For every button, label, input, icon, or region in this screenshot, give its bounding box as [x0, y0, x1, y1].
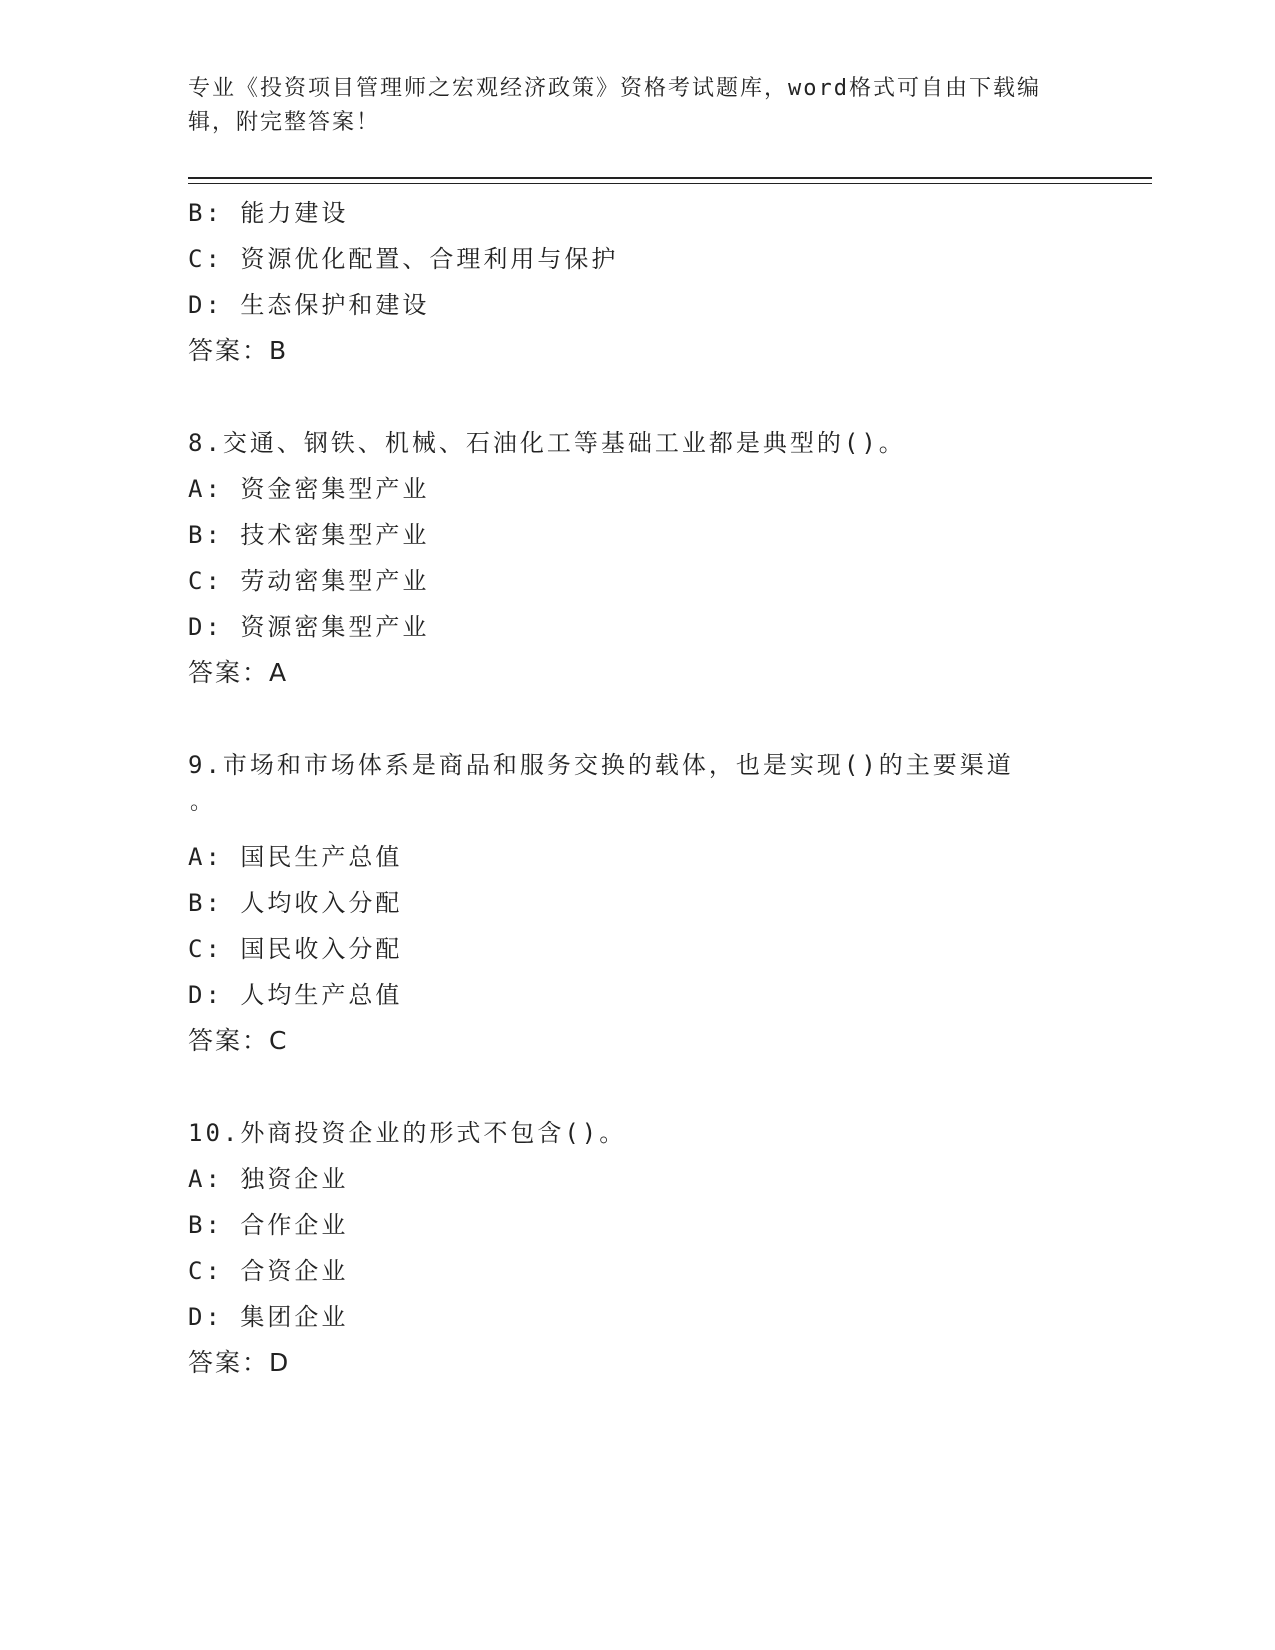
- question-stem: 10.外商投资企业的形式不包含()。: [188, 1119, 627, 1147]
- question-8: [188, 420, 1088, 696]
- answer-line: 答案：D: [188, 1348, 291, 1377]
- option-c: C: 资源优化配置、合理利用与保护: [188, 245, 619, 273]
- option-a: A: 独资企业: [188, 1165, 349, 1193]
- answer-line: 答案：B: [188, 336, 289, 365]
- question-10: [188, 1110, 1088, 1386]
- option-c: C: 劳动密集型产业: [188, 567, 430, 595]
- header-rule-thin: [188, 183, 1152, 184]
- question-gap: [188, 1064, 1088, 1110]
- option-d: D: 集团企业: [188, 1303, 349, 1331]
- option-d: D: 生态保护和建设: [188, 291, 430, 319]
- option-d: D: 人均生产总值: [188, 981, 403, 1009]
- option-b: B: 合作企业: [188, 1211, 349, 1239]
- question-gap: [188, 374, 1088, 420]
- header-rule-thick: [188, 177, 1152, 179]
- question-stem-continuation: 。: [190, 790, 216, 815]
- header-line-2: 辑，附完整答案！: [188, 110, 381, 135]
- document-header: [188, 72, 1068, 140]
- answer-line: 答案：C: [188, 1026, 289, 1055]
- question-stem: 8.交通、钢铁、机械、石油化工等基础工业都是典型的()。: [188, 429, 906, 457]
- question-stem: 9.市场和市场体系是商品和服务交换的载体，也是实现()的主要渠道: [188, 751, 1014, 779]
- option-c: C: 合资企业: [188, 1257, 349, 1285]
- option-a: A: 国民生产总值: [188, 843, 403, 871]
- question-list: [188, 190, 1088, 1386]
- header-line-1: 专业《投资项目管理师之宏观经济政策》资格考试题库，word格式可自由下载编: [188, 76, 1041, 101]
- option-c: C: 国民收入分配: [188, 935, 403, 963]
- option-a: A: 资金密集型产业: [188, 475, 430, 503]
- option-b: B: 能力建设: [188, 199, 349, 227]
- option-d: D: 资源密集型产业: [188, 613, 430, 641]
- option-b: B: 技术密集型产业: [188, 521, 430, 549]
- option-b: B: 人均收入分配: [188, 889, 403, 917]
- question-9: [188, 742, 1088, 1064]
- question-7: [188, 190, 1088, 374]
- answer-line: 答案：A: [188, 658, 289, 687]
- question-gap: [188, 696, 1088, 742]
